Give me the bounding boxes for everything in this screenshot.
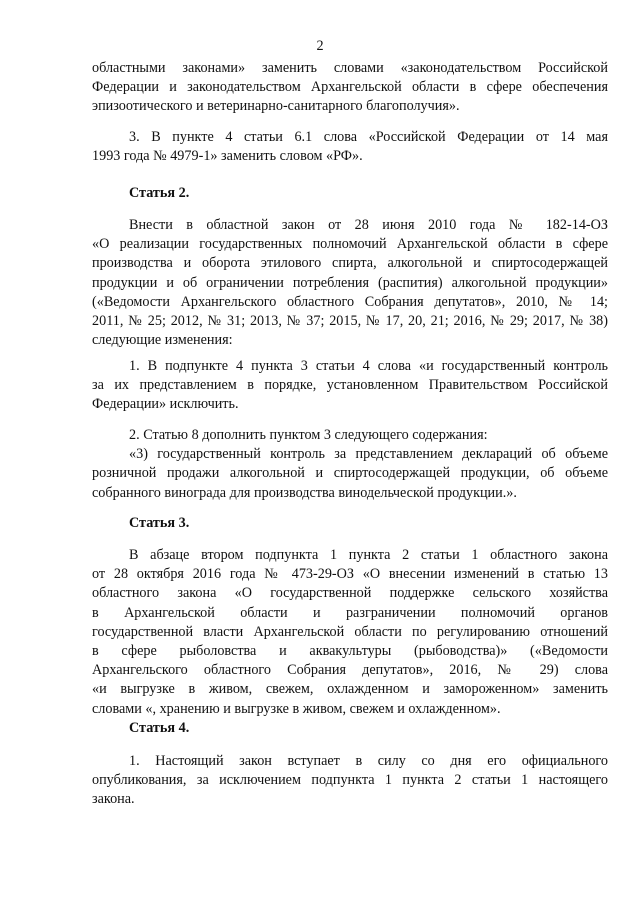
text-line: собранного винограда для производства винодельческой продукции.». [92,484,517,501]
article-4-heading: Статья 4. [129,720,190,736]
text-line: «3) государственный контроль за представлением деклараций об объеме [129,446,608,463]
text-line: в сфере рыболовства и аквакультуры (рыбоводства)» («Ведомости [92,643,608,660]
text-line: Внести в областной закон от 28 июня 2010 года № 182-14-ОЗ [129,217,608,233]
article-2-item-2 [92,426,608,503]
text-line: производства и оборота этилового спирта, алкогольной и спиртосодержащей [92,255,608,272]
page-number: 2 [316,38,324,54]
text-line: эпизоотического и ветеринарно-санитарного благополучия». [92,98,460,115]
text-line: за их представлением в порядке, установленном Правительством Российской [92,377,608,394]
article-3-text [92,546,608,719]
text-line: Федерации и законодательством Архангельской области в сфере обеспечения [92,79,608,96]
article-3-heading: Статья 3. [129,515,190,531]
text-line: 1. Настоящий закон вступает в силу со дня его официального [129,753,608,769]
text-line: розничной продажи алкогольной и спиртосодержащей продукции, об объеме [92,465,608,482]
text-line: следующие изменения: [92,332,233,349]
text-line: Архангельского областного Собрания депутатов», 2016, № 29) слова [92,662,608,679]
text-line: Федерации» исключить. [92,396,239,413]
article-4-item-1 [92,752,608,810]
paragraph-continuation [92,59,608,117]
text-line: областными законами» заменить словами «законодательством Российской [92,60,608,76]
text-line: от 28 октября 2016 года № 473-29-ОЗ «О внесении изменений в статью 13 [92,566,608,583]
text-line: «О реализации государственных полномочий Архангельской области в сфере [92,236,608,253]
text-line: В абзаце втором подпункта 1 пункта 2 статьи 1 областного закона [129,547,608,563]
text-line: опубликования, за исключением подпункта 1 пункта 2 статьи 1 настоящего [92,772,608,789]
text-line: областного закона «О государственной поддержке сельского хозяйства [92,585,608,602]
text-line: словами «, хранению и выгрузке в живом, свежем и охлажденном». [92,700,501,717]
article-2-item-1 [92,357,608,415]
article-2-intro [92,216,608,350]
text-line: 2. Статью 8 дополнить пунктом 3 следующего содержания: [129,427,488,443]
text-line: 3. В пункте 4 статьи 6.1 слова «Российской Федерации от 14 мая [129,129,608,145]
text-line: 2011, № 25; 2012, № 31; 2013, № 37; 2015, № 17, 20, 21; 2016, № 29; 2017, № 38) [92,313,608,330]
text-line: «и выгрузке в живом, свежем, охлажденном и замороженном» заменить [92,681,608,698]
paragraph-item-3 [92,128,608,166]
text-line: в Архангельской области и разграничении полномочий органов [92,604,608,621]
text-line: государственной власти Архангельской области по регулированию отношений [92,623,608,640]
text-line: 1993 года № 4979-1» заменить словом «РФ». [92,148,363,165]
text-line: продукции и об ограничении потребления (распития) алкогольной продукции» [92,274,608,291]
text-line: закона. [92,791,135,808]
text-line: («Ведомости Архангельского областного Собрания депутатов», 2010, № 14; [92,293,608,310]
text-line: 1. В подпункте 4 пункта 3 статьи 4 слова «и государственный контроль [129,358,608,374]
article-2-heading: Статья 2. [129,185,190,201]
